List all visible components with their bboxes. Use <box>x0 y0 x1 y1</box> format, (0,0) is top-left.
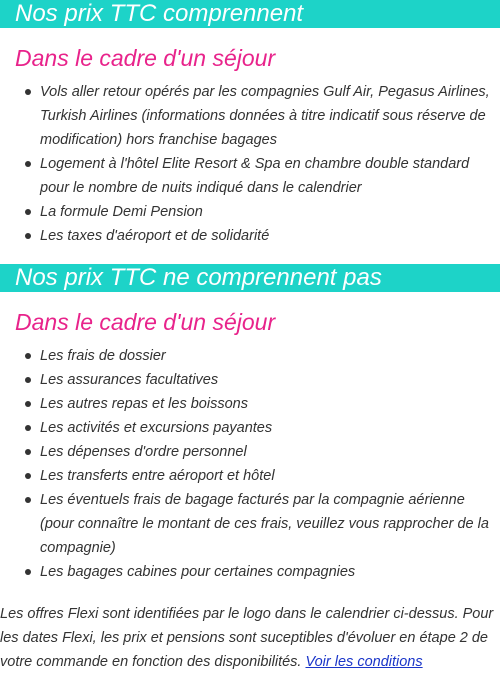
flexi-note-text: Les offres Flexi sont identifiées par le logo dans le calendrier ci-dessus. Pour les dates Flexi, les prix et pensions sont suceptibles d'évoluer en étape 2 de votre commande en fonction des disponibilités. <box>0 606 494 670</box>
included-section <box>0 0 500 248</box>
bullet-icon <box>25 425 31 431</box>
list-item <box>40 440 500 464</box>
list-item <box>40 224 500 248</box>
excluded-item-text: Les transferts entre aéroport et hôtel <box>40 468 275 484</box>
list-item <box>40 488 500 560</box>
list-item <box>40 80 500 152</box>
list-item <box>40 368 500 392</box>
conditions-link[interactable]: Voir les conditions <box>305 654 423 670</box>
list-item <box>40 560 500 584</box>
included-item-text: Vols aller retour opérés par les compagnies Gulf Air, Pegasus Airlines, Turkish Airlines (informations données à titre indicatif sous réserve de modification) hors franchise bagages <box>40 84 490 148</box>
bullet-icon <box>25 473 31 479</box>
bullet-icon <box>25 161 31 167</box>
excluded-subtitle: Dans le cadre d'un séjour <box>15 309 276 335</box>
excluded-item-text: Les frais de dossier <box>40 348 166 364</box>
bullet-icon <box>25 569 31 575</box>
list-item <box>40 416 500 440</box>
excluded-item-text: Les activités et excursions payantes <box>40 420 273 436</box>
bullet-icon <box>25 449 31 455</box>
flexi-note <box>0 602 500 674</box>
bullet-icon <box>25 89 31 95</box>
bullet-icon <box>25 377 31 383</box>
bullet-icon <box>25 233 31 239</box>
excluded-section <box>0 264 500 584</box>
list-item <box>40 200 500 224</box>
list-item <box>40 344 500 368</box>
excluded-item-text: Les autres repas et les boissons <box>40 396 248 412</box>
excluded-item-text: Les assurances facultatives <box>40 372 219 388</box>
included-item-text: Les taxes d'aéroport et de solidarité <box>40 228 270 244</box>
included-item-text: Logement à l'hôtel Elite Resort & Spa en chambre double standard pour le nombre de nuits indiqué dans le calendrier <box>40 156 470 196</box>
list-item <box>40 392 500 416</box>
excluded-item-text: Les bagages cabines pour certaines compagnies <box>40 564 356 580</box>
bullet-icon <box>25 353 31 359</box>
included-subtitle: Dans le cadre d'un séjour <box>15 45 276 71</box>
bullet-icon <box>25 401 31 407</box>
included-item-text: La formule Demi Pension <box>40 204 203 220</box>
excluded-list <box>0 344 500 584</box>
included-list <box>0 80 500 248</box>
excluded-item-text: Les éventuels frais de bagage facturés par la compagnie aérienne (pour connaître le montant de ces frais, veuillez vous rapprocher de la compagnie) <box>40 492 489 556</box>
excluded-item-text: Les dépenses d'ordre personnel <box>40 444 247 460</box>
bullet-icon <box>25 209 31 215</box>
list-item <box>40 464 500 488</box>
excluded-title: Nos prix TTC ne comprennent pas <box>0 264 500 292</box>
bullet-icon <box>25 497 31 503</box>
included-title: Nos prix TTC comprennent <box>0 0 500 28</box>
list-item <box>40 152 500 200</box>
